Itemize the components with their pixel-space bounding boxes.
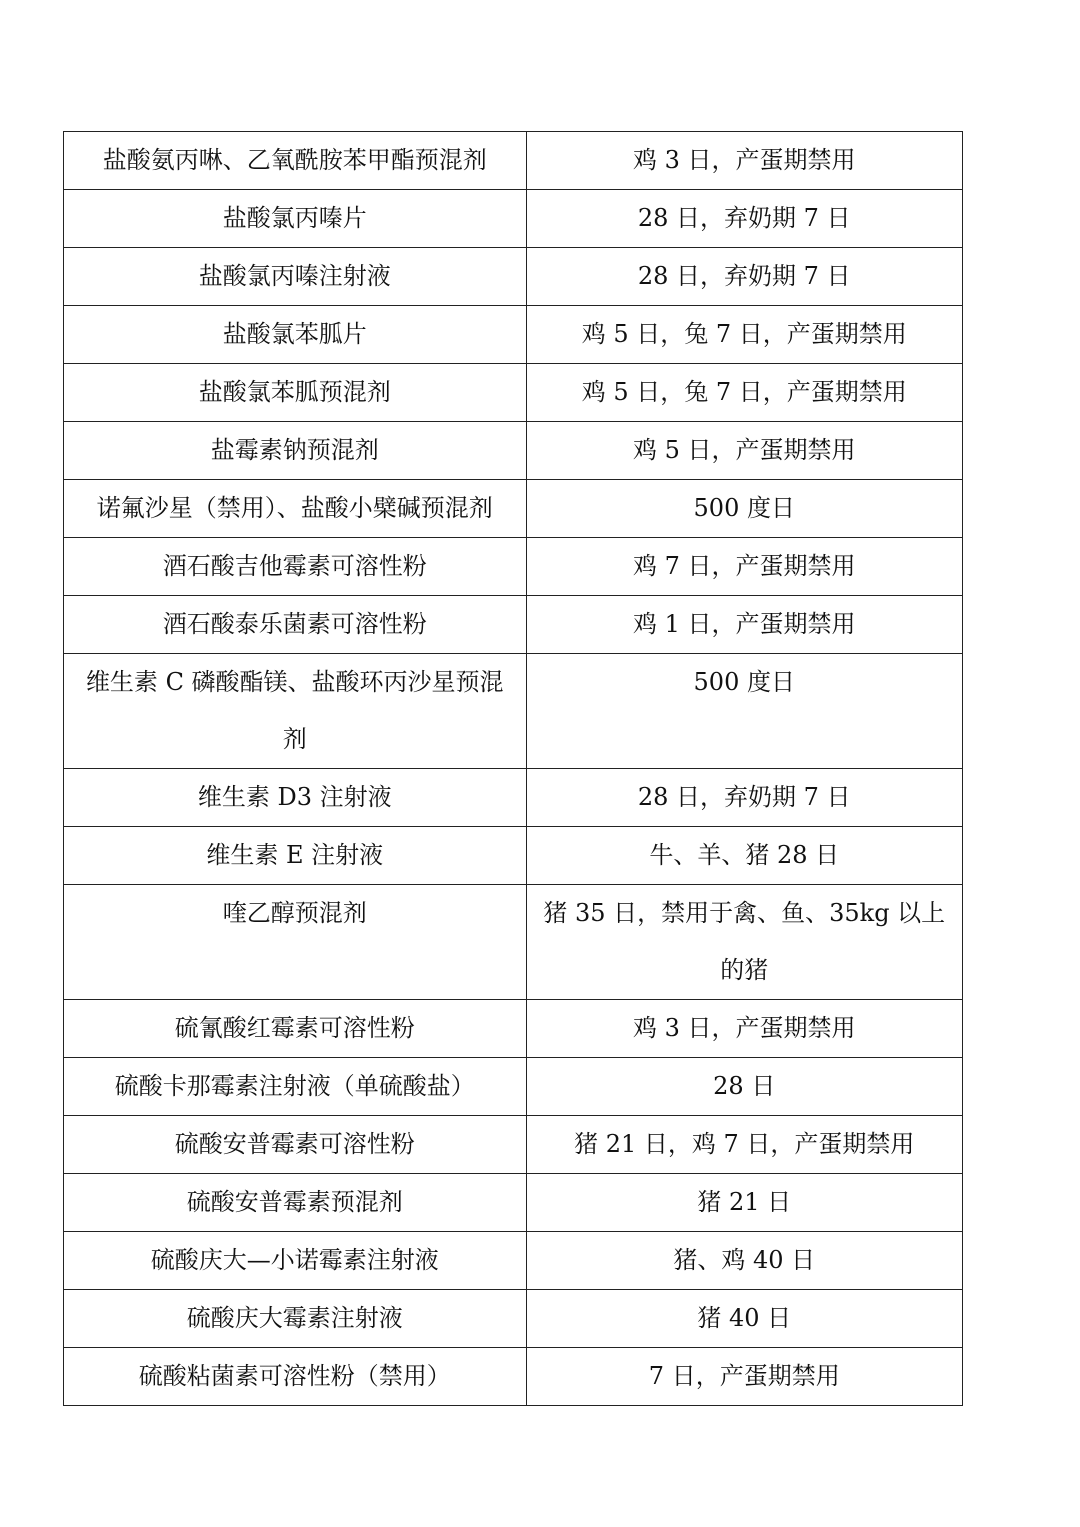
- drug-name-cell: 硫酸卡那霉素注射液（单硫酸盐）: [64, 1058, 527, 1116]
- table-row: [64, 422, 963, 480]
- withdrawal-period-table: [63, 131, 963, 1406]
- withdrawal-period-cell: 500 度日: [526, 654, 963, 769]
- drug-name-cell: 盐酸氨丙啉、乙氧酰胺苯甲酯预混剂: [64, 132, 527, 190]
- table-row: [64, 1348, 963, 1406]
- table-row: [64, 596, 963, 654]
- withdrawal-period-cell: 牛、羊、猪 28 日: [526, 827, 963, 885]
- withdrawal-period-cell: 7 日，产蛋期禁用: [526, 1348, 963, 1406]
- table-row: [64, 1116, 963, 1174]
- drug-name-cell: 硫酸安普霉素预混剂: [64, 1174, 527, 1232]
- drug-name-cell: 维生素 D3 注射液: [64, 769, 527, 827]
- drug-name-cell: 盐酸氯苯胍预混剂: [64, 364, 527, 422]
- table-row: [64, 132, 963, 190]
- withdrawal-period-cell: 500 度日: [526, 480, 963, 538]
- table-row: [64, 769, 963, 827]
- drug-name-cell: 酒石酸吉他霉素可溶性粉: [64, 538, 527, 596]
- withdrawal-period-cell: 鸡 5 日，兔 7 日，产蛋期禁用: [526, 306, 963, 364]
- table-row: [64, 190, 963, 248]
- withdrawal-period-cell: 28 日，弃奶期 7 日: [526, 190, 963, 248]
- drug-name-cell: 诺氟沙星（禁用）、盐酸小檗碱预混剂: [64, 480, 527, 538]
- drug-name-cell: 盐酸氯丙嗪注射液: [64, 248, 527, 306]
- table-body: [64, 132, 963, 1406]
- drug-name-cell: 维生素 E 注射液: [64, 827, 527, 885]
- drug-name-cell: 硫酸安普霉素可溶性粉: [64, 1116, 527, 1174]
- table-row: [64, 480, 963, 538]
- drug-name-cell: 酒石酸泰乐菌素可溶性粉: [64, 596, 527, 654]
- table-row: [64, 1000, 963, 1058]
- withdrawal-period-cell: 28 日，弃奶期 7 日: [526, 248, 963, 306]
- table-row: [64, 538, 963, 596]
- drug-name-cell: 盐酸氯丙嗪片: [64, 190, 527, 248]
- withdrawal-period-cell: 猪 21 日，鸡 7 日，产蛋期禁用: [526, 1116, 963, 1174]
- withdrawal-period-cell: 鸡 7 日，产蛋期禁用: [526, 538, 963, 596]
- withdrawal-period-cell: 鸡 5 日，产蛋期禁用: [526, 422, 963, 480]
- drug-name-cell: 喹乙醇预混剂: [64, 885, 527, 1000]
- table-row: [64, 654, 963, 769]
- table-row: [64, 364, 963, 422]
- withdrawal-period-cell: 鸡 5 日，兔 7 日，产蛋期禁用: [526, 364, 963, 422]
- withdrawal-period-cell: 鸡 1 日，产蛋期禁用: [526, 596, 963, 654]
- drug-name-cell: 维生素 C 磷酸酯镁、盐酸环丙沙星预混剂: [64, 654, 527, 769]
- drug-name-cell: 硫酸庆大—小诺霉素注射液: [64, 1232, 527, 1290]
- withdrawal-period-cell: 猪 21 日: [526, 1174, 963, 1232]
- table-row: [64, 248, 963, 306]
- table-row: [64, 1174, 963, 1232]
- drug-name-cell: 硫酸粘菌素可溶性粉（禁用）: [64, 1348, 527, 1406]
- drug-name-cell: 盐霉素钠预混剂: [64, 422, 527, 480]
- withdrawal-period-cell: 猪、鸡 40 日: [526, 1232, 963, 1290]
- drug-name-cell: 盐酸氯苯胍片: [64, 306, 527, 364]
- table-row: [64, 1058, 963, 1116]
- withdrawal-period-cell: 鸡 3 日，产蛋期禁用: [526, 132, 963, 190]
- withdrawal-period-cell: 28 日，弃奶期 7 日: [526, 769, 963, 827]
- table-row: [64, 1290, 963, 1348]
- drug-name-cell: 硫酸庆大霉素注射液: [64, 1290, 527, 1348]
- table-row: [64, 306, 963, 364]
- withdrawal-period-cell: 28 日: [526, 1058, 963, 1116]
- withdrawal-period-cell: 猪 35 日，禁用于禽、鱼、35kg 以上的猪: [526, 885, 963, 1000]
- withdrawal-period-cell: 猪 40 日: [526, 1290, 963, 1348]
- table-row: [64, 827, 963, 885]
- table-row: [64, 1232, 963, 1290]
- drug-name-cell: 硫氰酸红霉素可溶性粉: [64, 1000, 527, 1058]
- table-row: [64, 885, 963, 1000]
- withdrawal-period-cell: 鸡 3 日，产蛋期禁用: [526, 1000, 963, 1058]
